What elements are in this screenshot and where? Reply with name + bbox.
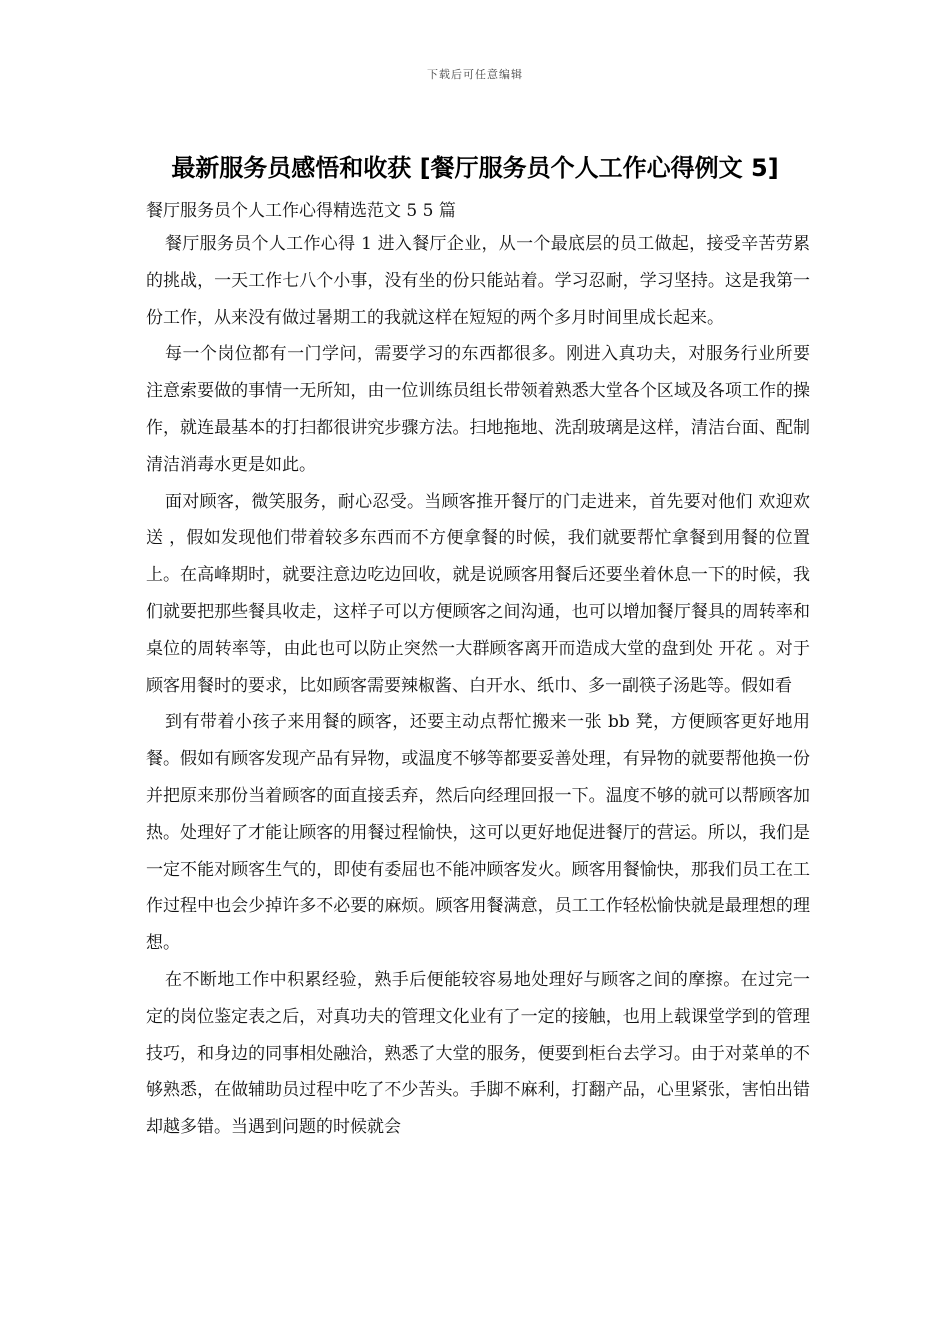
paragraph: 面对顾客，微笑服务，耐心忍受。当顾客推开餐厅的门走进来，首先要对他们 欢迎欢送 ，假如发现他们带着较多东西而不方便拿餐的时候，我们就要帮忙拿餐到用餐的位置上。在高峰期时，就要注意边吃边回收，就是说顾客用餐后还要坐着休息一下的时候，我们就要把那些餐具收走，这样子可以方便顾客之间沟通，也可以增加餐厅餐具的周转率和桌位的周转率等，由此也可以防止突然一大群顾客离开而造成大堂的盘到处 开花 。对于顾客用餐时的要求，比如顾客需要辣椒酱、白开水、纸巾、多一副筷子汤匙等。假如看 (146, 491, 810, 696)
document-title: 最新服务员感悟和收获 [餐厅服务员个人工作心得例文 5] (171, 154, 779, 182)
paragraph: 餐厅服务员个人工作心得 1 进入餐厅企业，从一个最底层的员工做起，接受辛苦劳累的挑战，一天工作七八个小事，没有坐的份只能站着。学习忍耐，学习坚持。这是我第一份工作，从来没有做过暑期工的我就这样在短短的两个多月时间里成长起来。 (146, 234, 810, 328)
paragraph: 在不断地工作中积累经验，熟手后便能较容易地处理好与顾客之间的摩擦。在过完一定的岗位鉴定表之后，对真功夫的管理文化业有了一定的接触，也用上载课堂学到的管理技巧，和身边的同事相处融洽，熟悉了大堂的服务，便要到柜台去学习。由于对菜单的不够熟悉，在做辅助员过程中吃了不少苦头。手脚不麻利，打翻产品，心里紧张，害怕出错却越多错。当遇到问题的时候就会 (146, 969, 810, 1138)
document-subtitle: 餐厅服务员个人工作心得精选范文 5 5 篇 (146, 201, 456, 221)
paragraph: 到有带着小孩子来用餐的顾客，还要主动点帮忙搬来一张 bb 凳，方便顾客更好地用餐。假如有顾客发现产品有异物，或温度不够等都要妥善处理，有异物的就要帮他换一份并把原来那份当着顾客的面直接丢弃，然后向经理回报一下。温度不够的就可以帮顾客加热。处理好了才能让顾客的用餐过程愉快，这可以更好地促进餐厅的营运。所以，我们是一定不能对顾客生气的，即使有委屈也不能冲顾客发火。顾客用餐愉快，那我们员工在工作过程中也会少掉许多不必要的麻烦。顾客用餐满意，员工工作轻松愉快就是最理想的理想。 (146, 712, 810, 954)
paragraph: 每一个岗位都有一门学问，需要学习的东西都很多。刚进入真功夫，对服务行业所要注意索要做的事情一无所知，由一位训练员组长带领着熟悉大堂各个区域及各项工作的操作，就连最基本的打扫都很讲究步骤方法。扫地拖地、洗刮玻璃是这样，清洁台面、配制清洁消毒水更是如此。 (146, 344, 810, 475)
header-note: 下载后可任意编辑 (427, 68, 523, 81)
document-body (146, 226, 810, 1146)
